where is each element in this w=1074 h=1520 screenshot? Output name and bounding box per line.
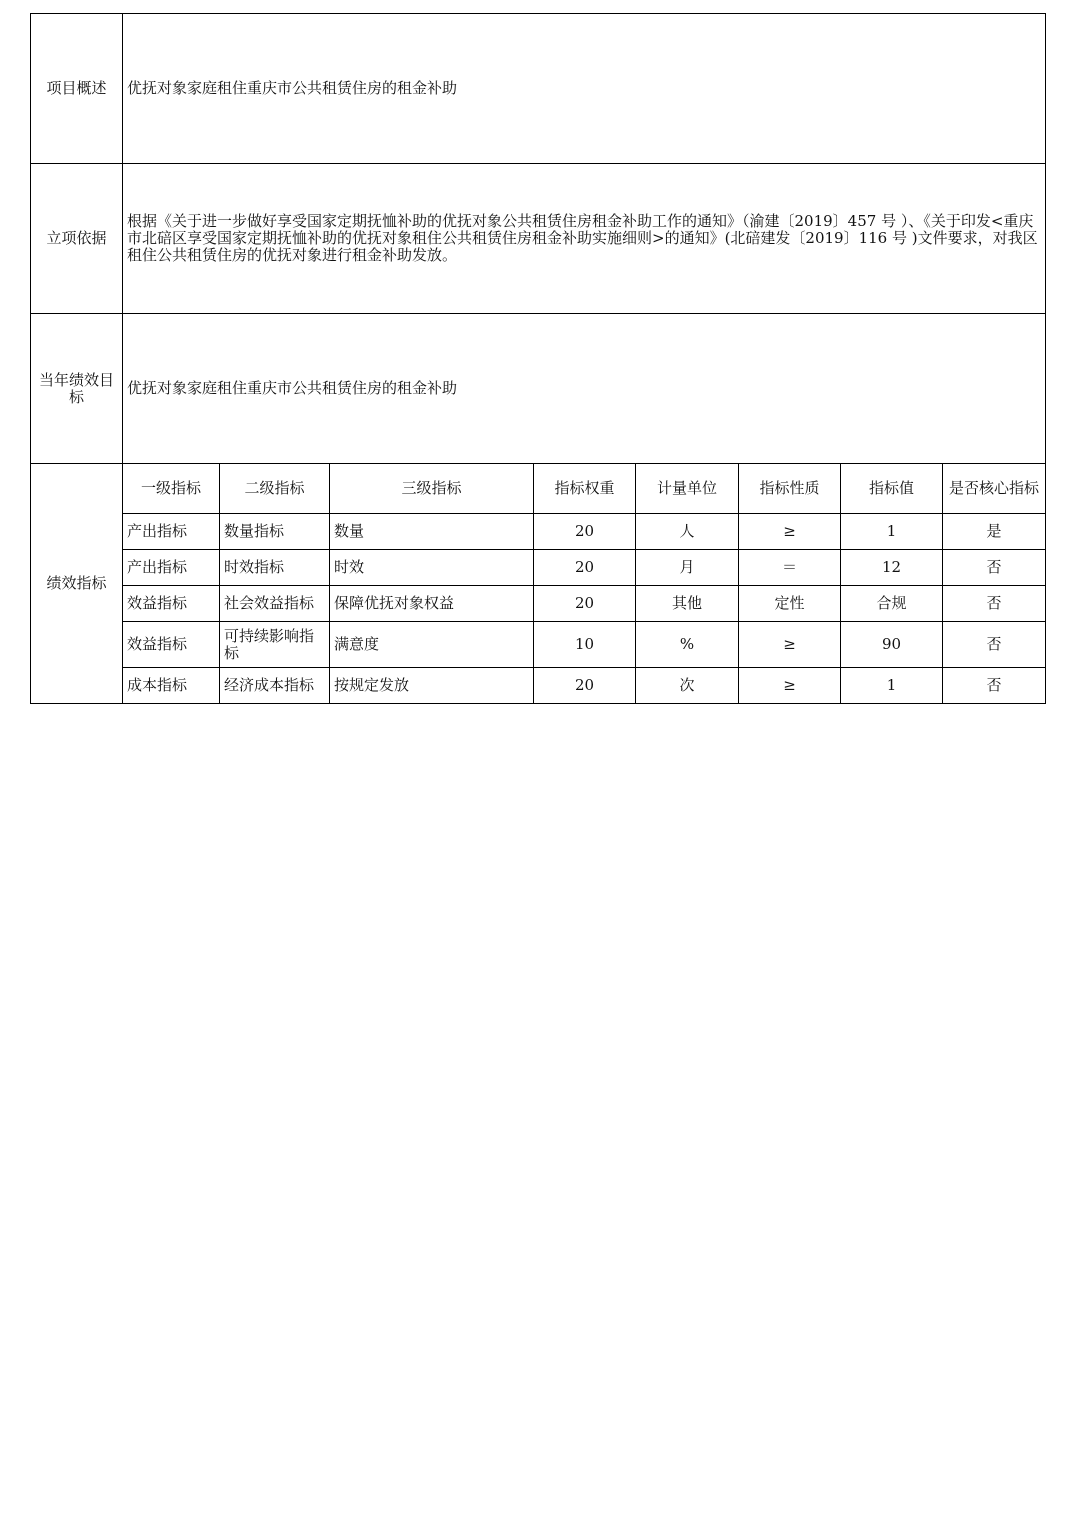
level1-cell: 产出指标 (123, 550, 220, 586)
unit-cell: 其他 (636, 586, 739, 622)
table-row (31, 622, 1046, 668)
level3-cell: 按规定发放 (330, 668, 534, 704)
weight-cell: 20 (534, 514, 636, 550)
goal-row (31, 314, 1046, 464)
table-row (31, 550, 1046, 586)
value-cell: 合规 (841, 586, 943, 622)
level1-cell: 产出指标 (123, 514, 220, 550)
basis-label: 立项依据 (31, 164, 123, 314)
unit-cell: 次 (636, 668, 739, 704)
level2-cell: 时效指标 (220, 550, 330, 586)
performance-table (30, 13, 1046, 704)
unit-cell: % (636, 622, 739, 668)
level2-cell: 可持续影响指标 (220, 622, 330, 668)
level2-cell: 数量指标 (220, 514, 330, 550)
core-cell: 否 (943, 622, 1046, 668)
overview-text: 优抚对象家庭租住重庆市公共租赁住房的租金补助 (123, 14, 1046, 164)
table-row (31, 514, 1046, 550)
value-cell: 90 (841, 622, 943, 668)
weight-cell: 20 (534, 668, 636, 704)
header-level3: 三级指标 (330, 464, 534, 514)
value-cell: 12 (841, 550, 943, 586)
weight-cell: 20 (534, 550, 636, 586)
header-nature: 指标性质 (739, 464, 841, 514)
goal-label: 当年绩效目标 (31, 314, 123, 464)
nature-cell: ＝ (739, 550, 841, 586)
goal-text: 优抚对象家庭租住重庆市公共租赁住房的租金补助 (123, 314, 1046, 464)
indicators-label: 绩效指标 (31, 464, 123, 704)
core-cell: 否 (943, 586, 1046, 622)
header-level1: 一级指标 (123, 464, 220, 514)
header-core: 是否核心指标 (943, 464, 1046, 514)
unit-cell: 月 (636, 550, 739, 586)
core-cell: 否 (943, 668, 1046, 704)
nature-cell: ≥ (739, 668, 841, 704)
core-cell: 否 (943, 550, 1046, 586)
weight-cell: 20 (534, 586, 636, 622)
header-level2: 二级指标 (220, 464, 330, 514)
weight-cell: 10 (534, 622, 636, 668)
nature-cell: ≥ (739, 514, 841, 550)
header-weight: 指标权重 (534, 464, 636, 514)
core-cell: 是 (943, 514, 1046, 550)
level1-cell: 效益指标 (123, 586, 220, 622)
level2-cell: 经济成本指标 (220, 668, 330, 704)
basis-text: 根据《关于进一步做好享受国家定期抚恤补助的优抚对象公共租赁住房租金补助工作的通知》（渝建〔2019〕457 号 ）、《关于印发<重庆市北碚区享受国家定期抚恤补助的优抚对象租住公共租赁住房租金补助实施细则>的通知》(北碚建发〔2019〕116 号 )文件要求，对我区租住公共租赁住房的优抚对象进行租金补助发放。 (123, 164, 1046, 314)
unit-cell: 人 (636, 514, 739, 550)
header-value: 指标值 (841, 464, 943, 514)
overview-label: 项目概述 (31, 14, 123, 164)
level3-cell: 时效 (330, 550, 534, 586)
nature-cell: ≥ (739, 622, 841, 668)
value-cell: 1 (841, 668, 943, 704)
table-row (31, 668, 1046, 704)
table-row (31, 586, 1046, 622)
overview-row (31, 14, 1046, 164)
value-cell: 1 (841, 514, 943, 550)
nature-cell: 定性 (739, 586, 841, 622)
level1-cell: 效益指标 (123, 622, 220, 668)
level3-cell: 数量 (330, 514, 534, 550)
level3-cell: 满意度 (330, 622, 534, 668)
level2-cell: 社会效益指标 (220, 586, 330, 622)
header-unit: 计量单位 (636, 464, 739, 514)
indicator-header-row (31, 464, 1046, 514)
level1-cell: 成本指标 (123, 668, 220, 704)
basis-row (31, 164, 1046, 314)
level3-cell: 保障优抚对象权益 (330, 586, 534, 622)
